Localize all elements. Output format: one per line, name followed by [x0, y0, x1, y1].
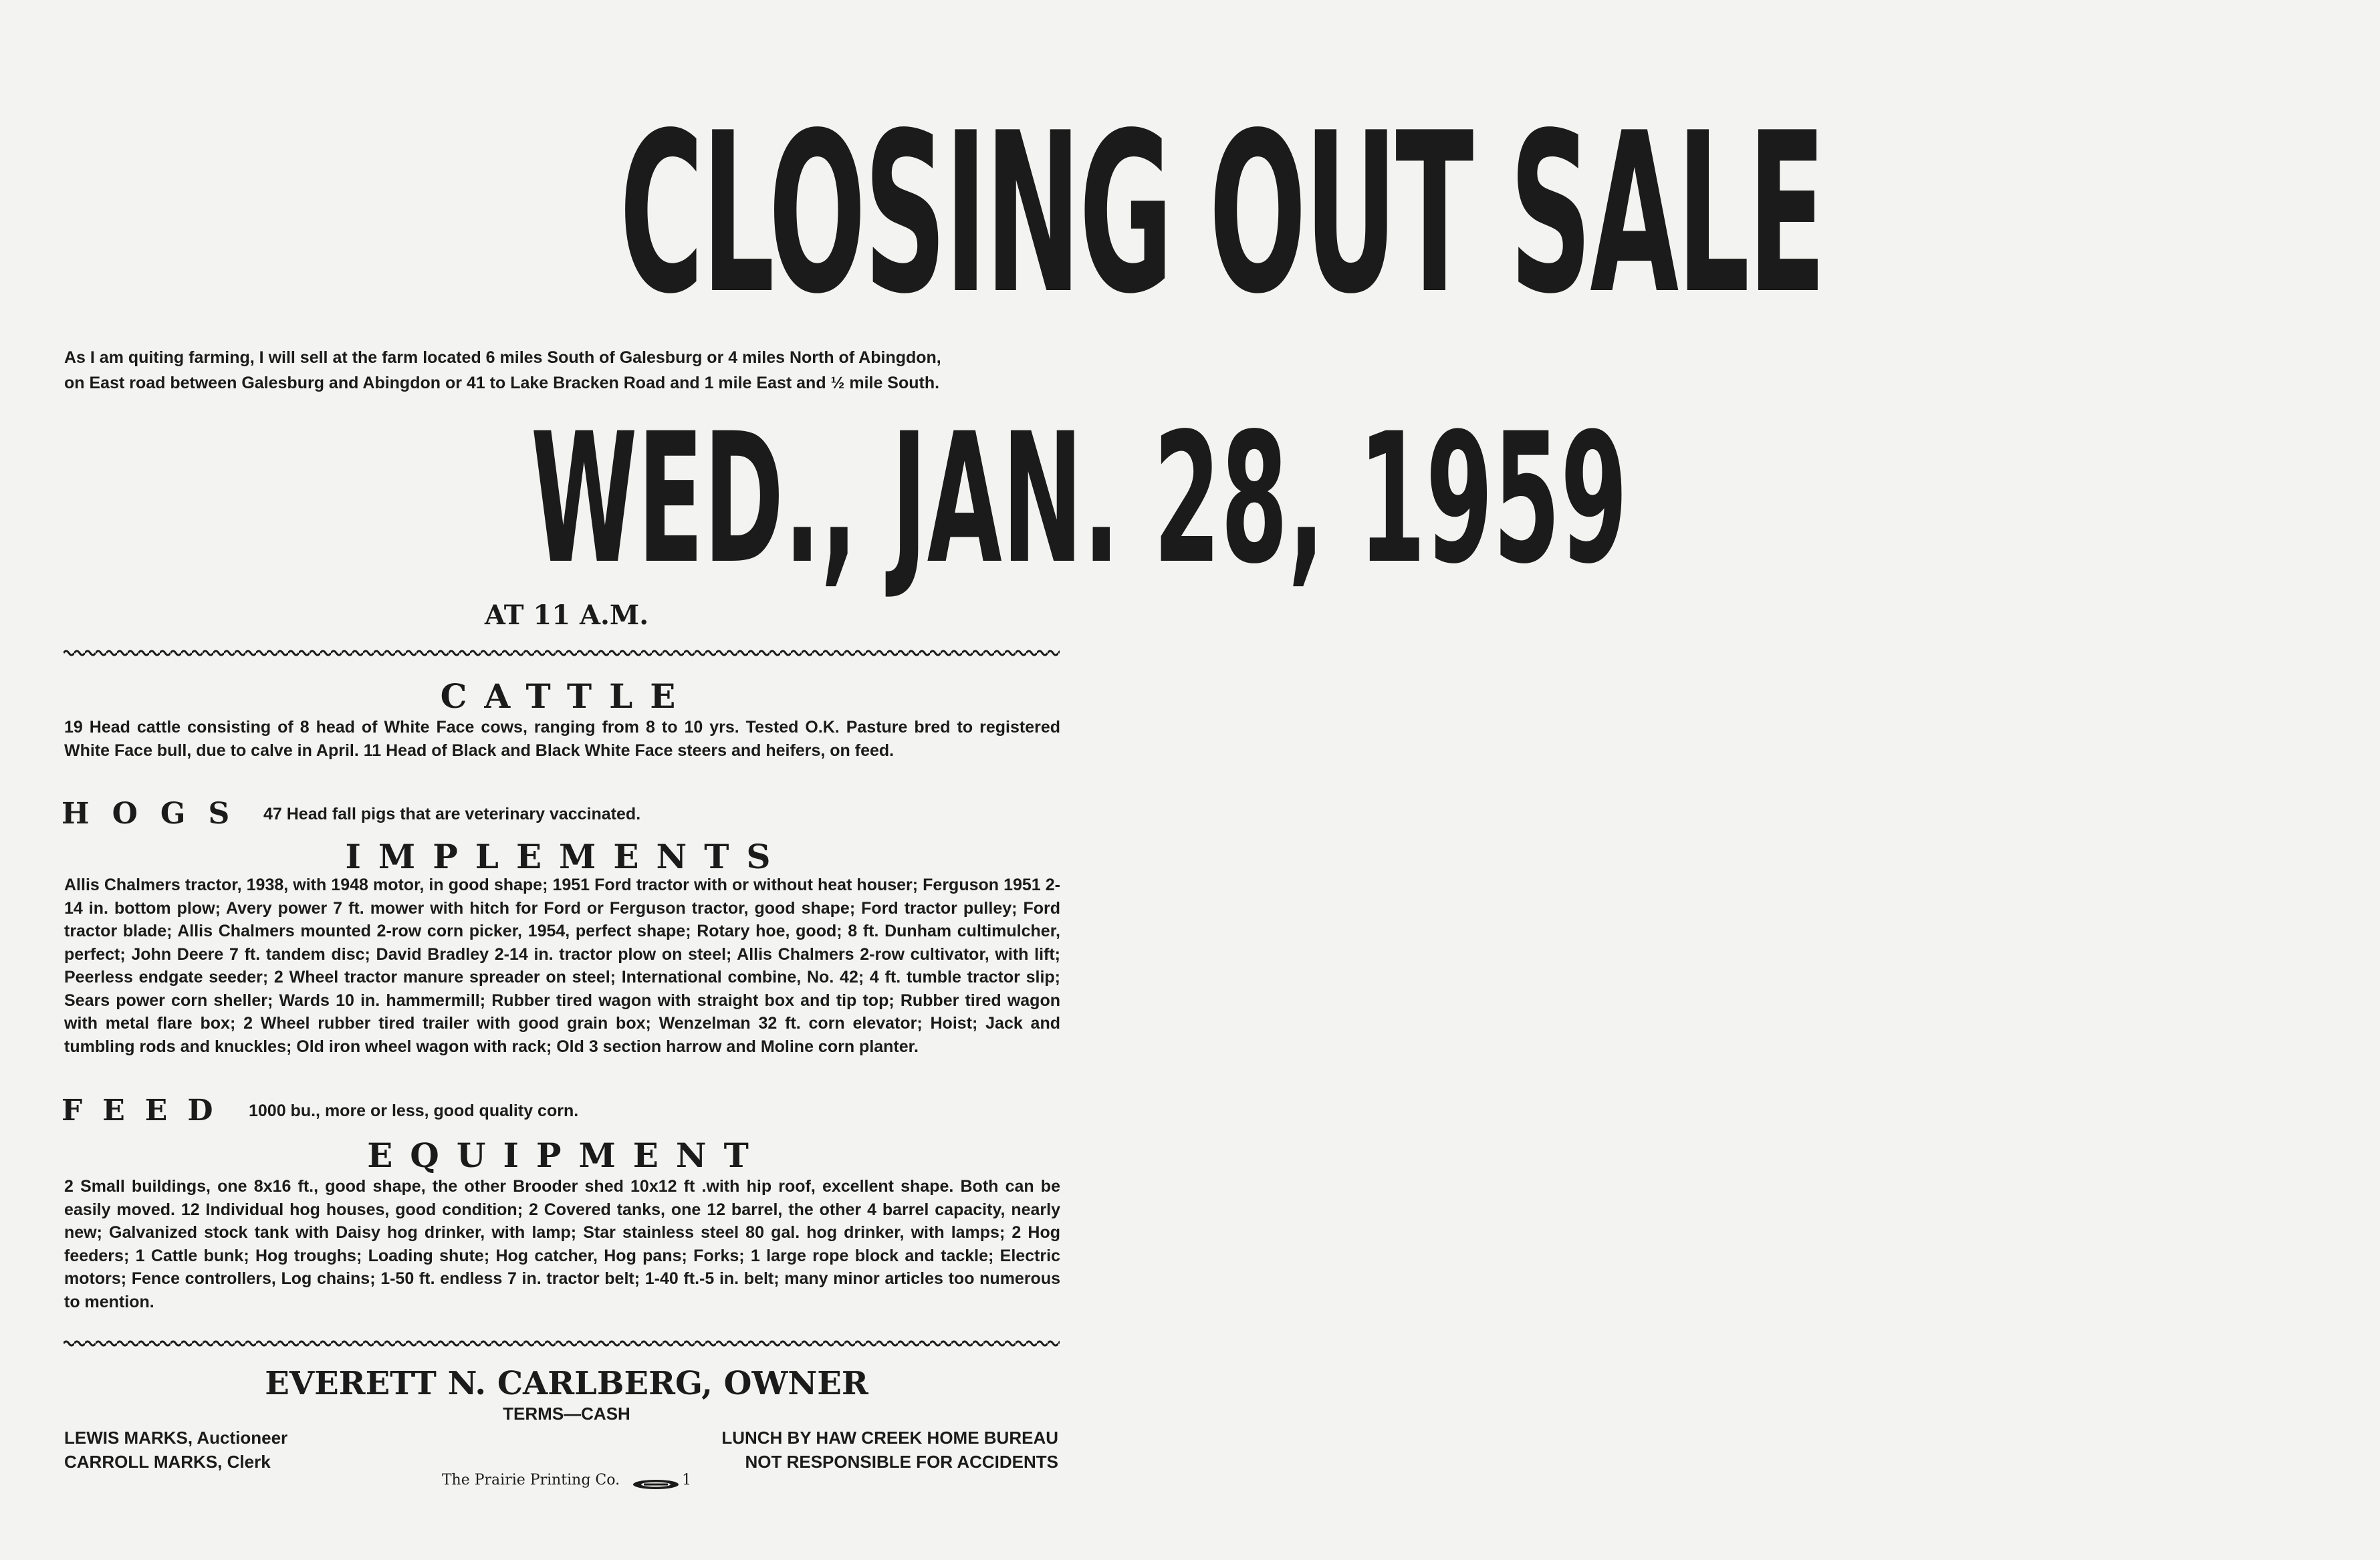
wavy-divider-top	[64, 648, 1060, 658]
clerk: CARROLL MARKS, Clerk	[64, 1452, 271, 1472]
hogs-text: 47 Head fall pigs that are veterinary vaccinated.	[263, 805, 641, 823]
wavy-divider-bottom	[64, 1339, 1060, 1348]
printer-name: The Prairie Printing Co.	[441, 1472, 620, 1488]
lunch-notice: LUNCH BY HAW CREEK HOME BUREAU	[721, 1428, 1058, 1448]
notices	[721, 1426, 1058, 1474]
location-line-1: As I am quiting farming, I will sell at the farm located 6 miles South of Galesburg or 4 miles North of Abingdon,	[64, 348, 941, 367]
printer-credit	[0, 1470, 1133, 1491]
poster-title: CLOSING OUT SALE	[619, 86, 1824, 342]
feed-row	[62, 1091, 1058, 1131]
hogs-row	[62, 794, 1058, 834]
terms: TERMS—CASH	[503, 1404, 630, 1424]
feed-text: 1000 bu., more or less, good quality corn.	[249, 1101, 579, 1120]
equipment-text: 2 Small buildings, one 8x16 ft., good shape, the other Brooder shed 10x12 ft .with hip roof, excellent shape. Both can be easily moved. 12 Individual hog houses, good condition; 2 Covered tanks, one 12 barrel, the other 4 barrel capacity, nearly new; Galvanized stock tank with Daisy hog drinker, with lamp; Star stainless steel 80 gal. hog drinker, with lamps; 2 Hog feeders; 1 Cattle bunk; Hog troughs; Loading shute; Hog catcher, Hog pans; Forks; 1 large rope block and tackle; Electric motors; Fence controllers, Log chains; 1-50 ft. endless 7 in. tractor belt; 1-40 ft.-5 in. belt; many minor articles too numerous to mention.	[64, 1177, 1060, 1311]
implements-heading: IMPLEMENTS	[345, 837, 788, 876]
equipment-heading: EQUIPMENT	[367, 1136, 766, 1175]
auctioneer: LEWIS MARKS, Auctioneer	[64, 1428, 288, 1448]
cattle-heading: CATTLE	[440, 676, 693, 716]
staff-credits	[64, 1426, 287, 1474]
implements-text: Allis Chalmers tractor, 1938, with 1948 motor, in good shape; 1951 Ford tractor with or without heat houser; Ferguson 1951 2-14 in. bottom plow; Avery power 7 ft. mower with hitch for Ford or Ferguson tractor, good shape; Ford tractor pulley; Ford tractor blade; Allis Chalmers mounted 2-row corn picker, 1954, perfect shape; Rotary hoe, good; 8 ft. Dunham cultimulcher, perfect; John Deere 7 ft. tandem disc; David Bradley 2-14 in. tractor plow on steel; Allis Chalmers 2-row cultivator, with lift; Peerless endgate seeder; 2 Wheel tractor manure spreader on steel; International combine, No. 42; 4 ft. tumble tractor slip; Sears power corn sheller; Wards 10 in. hammermill; Rubber tired wagon with straight box and tip top; Rubber tired wagon with metal flare box; 2 Wheel rubber tired trailer with good grain box; Wenzelman 32 ft. corn elevator; Hoist; Jack and tumbling rods and knuckles; Old iron wheel wagon with rack; Old 3 section harrow and Moline corn planter.	[64, 876, 1060, 1056]
cattle-text: 19 Head cattle consisting of 8 head of White Face cows, ranging from 8 to 10 yrs. Tested O.K. Pasture bred to registered White Face bull, due to calve in April. 11 Head of Black and Black White Face steers and heifers, on feed.	[64, 718, 1060, 760]
location-line-2: on East road between Galesburg and Abingdon or 41 to Lake Bracken Road and 1 mile East and ½ mile South.	[64, 374, 940, 392]
union-label-icon	[632, 1475, 679, 1486]
sale-location	[64, 345, 1060, 396]
feed-heading: FEED	[62, 1093, 233, 1128]
liability-notice: NOT RESPONSIBLE FOR ACCIDENTS	[745, 1452, 1058, 1472]
printer-suffix: 1	[682, 1472, 692, 1488]
sale-time: AT 11 A.M.	[484, 600, 649, 631]
sale-date: WED., JAN. 28, 1959	[530, 395, 1628, 604]
owner-name: EVERETT N. CARLBERG, OWNER	[265, 1365, 868, 1402]
hogs-heading: HOGS	[62, 797, 253, 831]
